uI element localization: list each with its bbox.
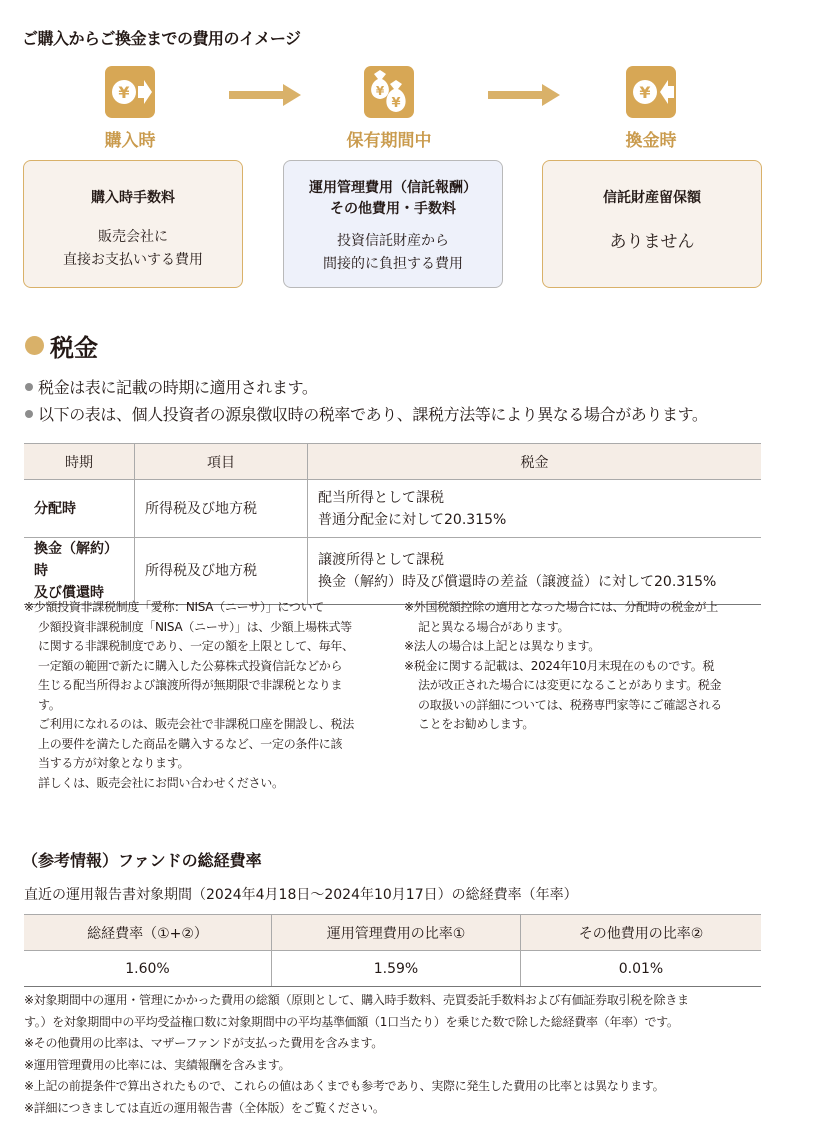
box-desc: 間接的に負担する費用: [323, 256, 463, 272]
table-header: 運用管理費用の比率①: [272, 915, 521, 951]
purchase-fee-box: [23, 160, 243, 288]
svg-text:¥: ¥: [639, 83, 651, 102]
ref-subtitle: 直近の運用報告書対象期間（2024年4月18日～2024年10月17日）の総経費率（年率）: [24, 887, 578, 903]
table-cell: 譲渡所得として課税 換金（解約）時及び償還時の差益（譲渡益）に対して20.315%: [308, 538, 762, 605]
table-header: 総経費率（①+②）: [24, 915, 272, 951]
management-fee-box: [283, 160, 503, 288]
box-desc: ありません: [609, 232, 695, 252]
note-heading: ※少額投資非課税制度「愛称：NISA（ニーサ）」について: [24, 600, 324, 614]
nisa-note: [24, 598, 394, 793]
yen-coin-arrow-left-icon: [626, 66, 676, 118]
tax-table: [24, 443, 761, 605]
note-line: 詳しくは、販売会社にお問い合わせください。: [38, 775, 284, 790]
table-cell: 所得税及び地方税: [135, 480, 308, 538]
note-line: 上の要件を満たした商品を購入するなど、一定の条件に該: [38, 736, 343, 751]
svg-text:¥: ¥: [391, 96, 401, 111]
table-header: 税金: [308, 444, 762, 480]
box-desc: 直接お支払いする費用: [63, 252, 203, 268]
box-title: その他費用・手数料: [330, 201, 456, 217]
box-desc: 販売会社に: [98, 229, 168, 245]
stage-label-redemption: 換金時: [625, 131, 677, 151]
flow-arrow-icon: [488, 84, 560, 106]
table-header: 時期: [24, 444, 135, 480]
note-line: 記と異なる場合があります。: [418, 619, 570, 634]
stage-label-holding: 保有期間中: [346, 131, 432, 151]
box-title: 購入時手数料: [91, 190, 175, 206]
note-line: ※運用管理費用の比率には、実績報酬を含みます。: [24, 1057, 291, 1072]
svg-text:¥: ¥: [375, 84, 385, 98]
table-header: 項目: [135, 444, 308, 480]
note-line: ※上記の前提条件で算出されたもので、これらの値はあくまでも参考であり、実際に発生した費用の比率とは異なります。: [24, 1079, 665, 1093]
table-header: その他費用の比率②: [521, 915, 762, 951]
note-line: す。: [38, 697, 61, 712]
note-line: ※その他費用の比率は、マザーファンドが支払った費用を含みます。: [24, 1036, 383, 1050]
ratio-table: [24, 914, 761, 987]
tax-notes-right: [404, 598, 774, 735]
tax-bullet-text: 以下の表は、個人投資者の源泉徴収時の税率であり、課税方法等により異なる場合があります。: [38, 405, 708, 424]
tax-bullet: [25, 402, 708, 425]
note-line: 法が改正された場合には変更になることがあります。税金: [418, 678, 722, 692]
stage-label-purchase: 購入時: [104, 131, 156, 151]
table-cell: 分配時: [24, 480, 135, 538]
table-row: [24, 538, 761, 605]
table-cell: 1.59%: [272, 951, 521, 987]
table-cell: 1.60%: [24, 951, 272, 987]
trust-reserve-box: [542, 160, 762, 288]
note-line: す。）を対象期間中の平均受益権口数に対象期間中の平均基準価額（1口当たり）を乗じた数で除した総経費率（年率）です。: [24, 1014, 679, 1029]
box-title: 信託財産留保額: [603, 190, 701, 206]
ref-title: （参考情報）ファンドの総経費率: [22, 851, 262, 870]
note-line: ※対象期間中の運用・管理にかかった費用の総額（原則として、購入時手数料、売買委託手数料および有価証券取引税を除きま: [24, 993, 689, 1007]
bullet-icon: [25, 410, 33, 418]
money-bags-icon: [364, 66, 414, 118]
tax-bullet: [25, 375, 318, 398]
note-line: ※法人の場合は上記とは異なります。: [404, 639, 600, 653]
note-line: 一定額の範囲で新たに購入した公募株式投資信託などから: [38, 658, 343, 673]
note-line: に関する非課税制度であり、一定の額を上限として、毎年、: [38, 639, 354, 653]
flow-arrow-icon: [229, 84, 301, 106]
note-line: ※外国税額控除の適用となった場合には、分配時の税金が上: [404, 600, 718, 614]
note-line: ※税金に関する記載は、2024年10月末現在のものです。税: [404, 658, 715, 673]
tax-heading-text: 税金: [50, 334, 98, 362]
table-row: [24, 951, 761, 987]
bullet-icon: [25, 383, 33, 391]
tax-bullet-text: 税金は表に記載の時期に適用されます。: [38, 378, 318, 397]
table-row: [24, 480, 761, 538]
table-cell: 配当所得として課税 普通分配金に対して20.315%: [308, 480, 762, 538]
note-line: の取扱いの詳細については、税務専門家等にご確認される: [418, 697, 722, 712]
table-cell: 換金（解約）時 及び償還時: [24, 538, 135, 605]
flow-title: ご購入からご換金までの費用のイメージ: [22, 29, 301, 48]
bullet-dot-icon: [25, 336, 44, 355]
box-title: 運用管理費用（信託報酬）: [309, 180, 477, 196]
note-line: 生じる配当所得および譲渡所得が無期限で非課税となりま: [38, 678, 343, 692]
note-line: ご利用になれるのは、販売会社で非課税口座を開設し、税法: [38, 717, 354, 731]
box-desc: 投資信託財産から: [337, 233, 449, 249]
table-cell: 0.01%: [521, 951, 762, 987]
ratio-notes: [24, 990, 769, 1119]
svg-text:¥: ¥: [118, 83, 130, 102]
table-cell: 所得税及び地方税: [135, 538, 308, 605]
note-line: ※詳細につきましては直近の運用報告書（全体版）をご覧ください。: [24, 1100, 385, 1115]
yen-coin-arrow-right-icon: [105, 66, 155, 118]
note-line: 少額投資非課税制度「NISA（ニーサ）」は、少額上場株式等: [38, 619, 352, 634]
note-line: ことをお勧めします。: [418, 717, 535, 731]
tax-heading: [25, 328, 98, 363]
note-line: 当する方が対象となります。: [38, 756, 190, 770]
